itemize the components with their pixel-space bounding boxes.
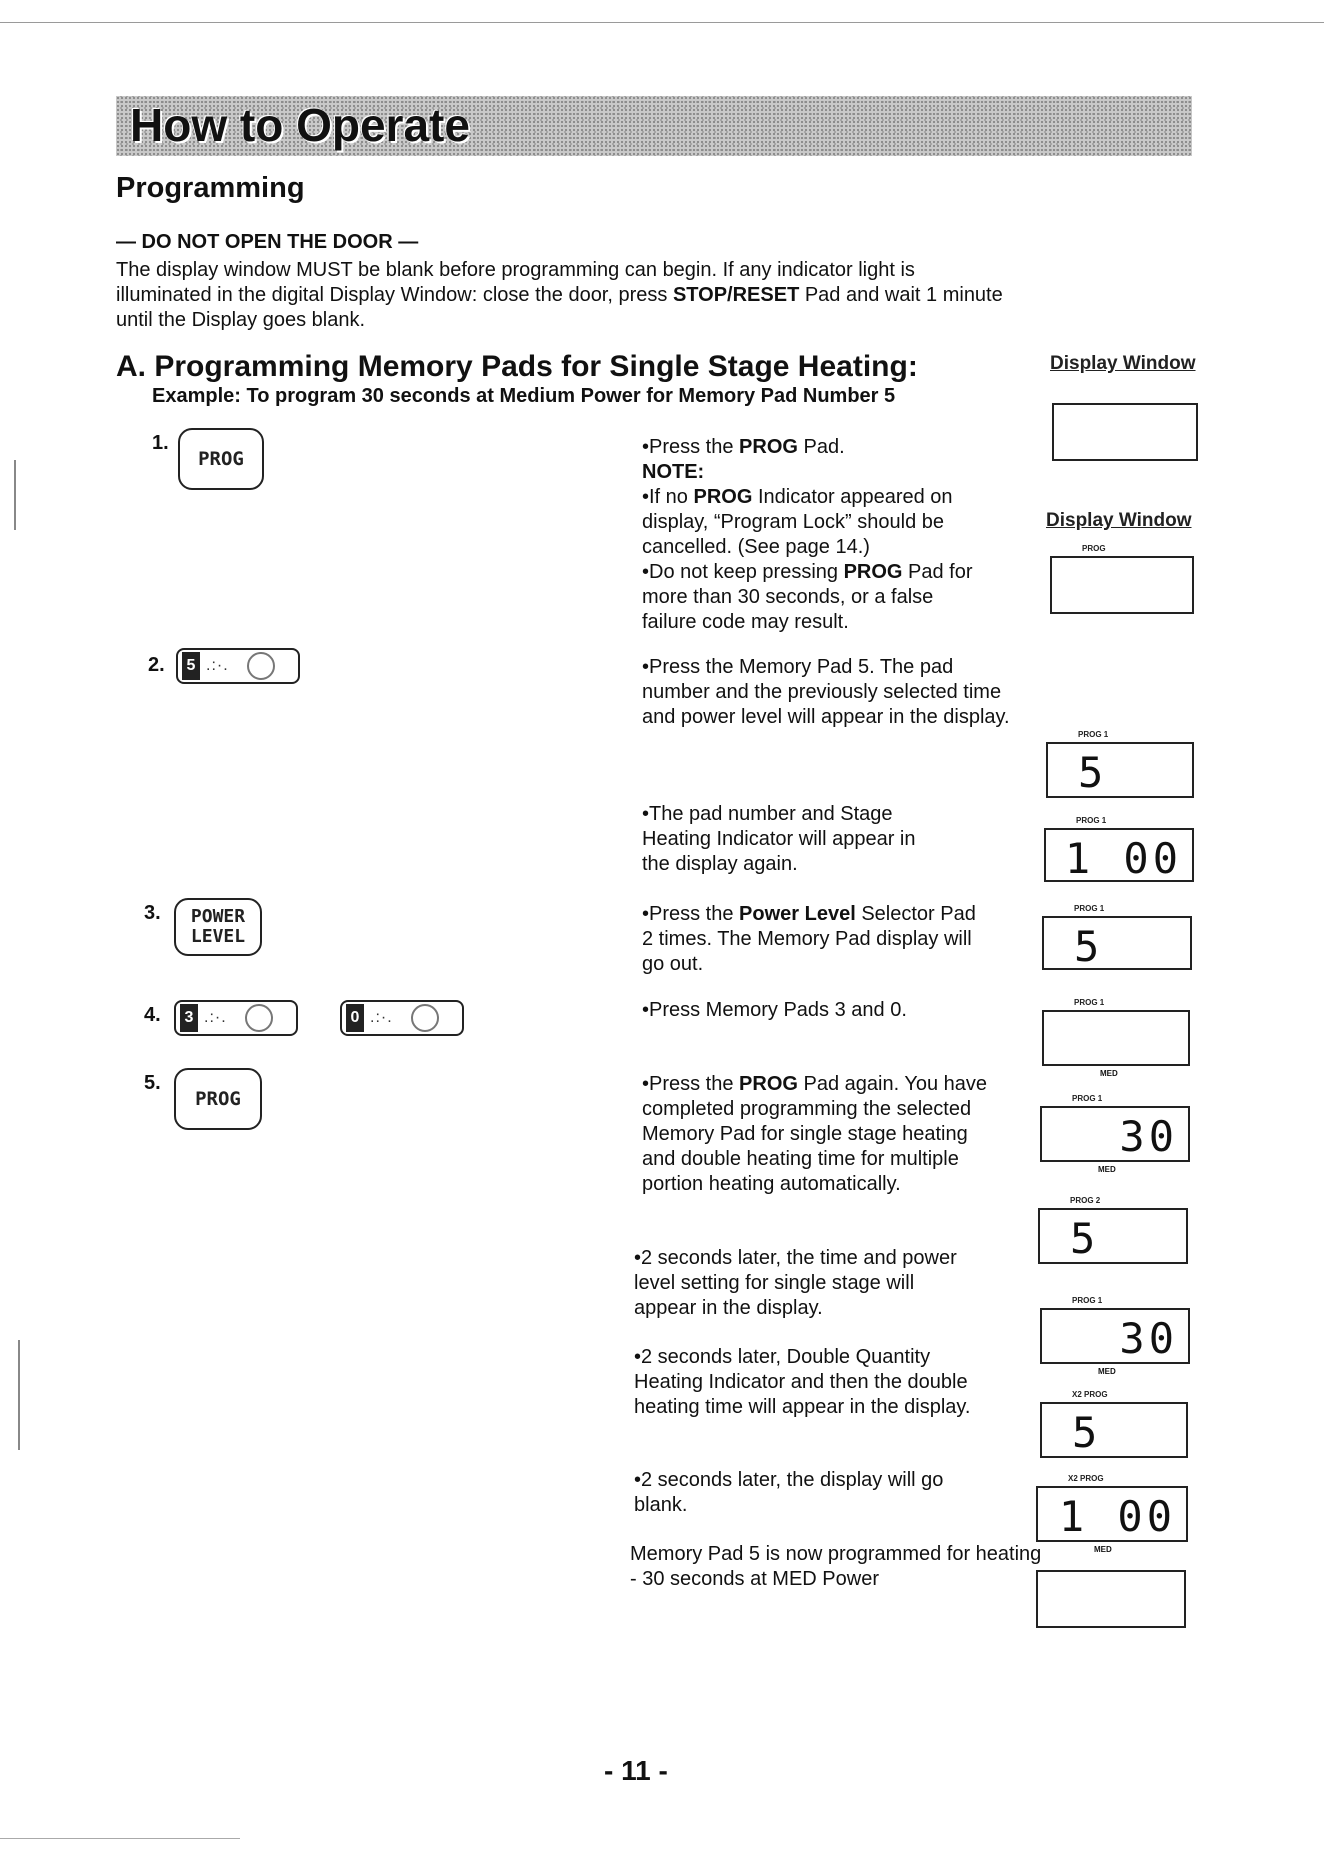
step-number: 4.: [144, 1004, 161, 1026]
display-window: [1036, 1570, 1186, 1628]
display-window: PROG 1 30 MED: [1040, 1308, 1190, 1364]
display-window-label: Display Window: [1050, 353, 1196, 374]
display-window: PROG 1 1 00: [1044, 828, 1194, 882]
dots-icon: .:·.: [370, 1009, 393, 1026]
display-window-label: Display Window: [1046, 510, 1192, 531]
step-number: 1.: [152, 432, 169, 454]
circle-icon: [247, 652, 275, 680]
instruction-step3: •Press the Power Level Selector Pad 2 times. The Memory Pad display will go out.: [642, 903, 976, 975]
scan-mark: [14, 460, 16, 530]
display-window: PROG: [1050, 556, 1194, 614]
instruction-step6: •2 seconds later, the time and power level setting for single stage will appear in the display.: [634, 1247, 957, 1319]
scan-mark: [18, 1340, 20, 1450]
memory-pad: [174, 1000, 298, 1036]
note-false-failure: •Do not keep pressing PROG Pad for more than 30 seconds, or a false failure code may result.: [642, 561, 973, 633]
subsection-heading: A. Programming Memory Pads for Single Stage Heating:: [116, 350, 918, 383]
memory-pad-number: 0: [346, 1004, 364, 1032]
display-window: PROG 1 30 MED: [1040, 1106, 1190, 1162]
door-warning: — DO NOT OPEN THE DOOR —: [116, 231, 419, 253]
display-window: PROG 2 5: [1038, 1208, 1188, 1264]
instruction-step7: •2 seconds later, Double Quantity Heating Indicator and then the double heating time will appear in the display.: [634, 1346, 971, 1418]
display-window: X2 PROG 5: [1040, 1402, 1188, 1458]
step-number: 3.: [144, 902, 161, 924]
display-window: PROG 1 5: [1042, 916, 1192, 970]
example-line: Example: To program 30 seconds at Medium Power for Memory Pad Number 5: [152, 385, 896, 407]
instruction-step8: •2 seconds later, the display will go blank.: [634, 1469, 944, 1516]
memory-pad-number: 5: [182, 652, 200, 680]
scan-mark: [0, 1838, 240, 1839]
instruction-step2: •Press the Memory Pad 5. The pad number and the previously selected time and power level will appear in the display.: [642, 656, 1010, 728]
memory-pad: [340, 1000, 464, 1036]
instruction-step5: •Press the PROG Pad again. You have completed programming the selected Memory Pad for single stage heating and double heating time for multiple portion heating automatically.: [642, 1073, 988, 1195]
prog-pad: PROG: [178, 428, 264, 490]
dots-icon: .:·.: [204, 1009, 227, 1026]
display-window: X2 PROG 1 00 MED: [1036, 1486, 1188, 1542]
display-window: PROG 1 MED: [1042, 1010, 1190, 1066]
prog-pad: PROG: [174, 1068, 262, 1130]
circle-icon: [245, 1004, 273, 1032]
power-level-pad: POWER LEVEL: [174, 898, 262, 956]
memory-pad: [176, 648, 300, 684]
instruction-step2b: •The pad number and Stage Heating Indicator will appear in the display again.: [642, 803, 916, 875]
note-label: NOTE:: [642, 461, 705, 483]
display-window: PROG 1 5: [1046, 742, 1194, 798]
memory-pad-number: 3: [180, 1004, 198, 1032]
step-number: 5.: [144, 1072, 161, 1094]
section-banner: [116, 96, 1192, 156]
instruction-step4: •Press Memory Pads 3 and 0.: [642, 999, 907, 1021]
top-rule: [0, 22, 1324, 23]
display-window: [1052, 403, 1198, 461]
banner-title: How to Operate: [130, 99, 470, 151]
circle-icon: [411, 1004, 439, 1032]
page-title: Programming: [116, 172, 305, 204]
final-summary: Memory Pad 5 is now programmed for heating - 30 seconds at MED Power: [630, 1543, 1042, 1590]
intro-paragraph: The display window MUST be blank before programming can begin. If any indicator light is illuminated in the digital Display Window: close the door, press STOP/RESET Pad and wait 1 minute until the Display goes blank.: [116, 259, 1003, 331]
dots-icon: .:·.: [206, 657, 229, 674]
step-number: 2.: [148, 654, 165, 676]
instruction-step1: •Press the PROG Pad.: [642, 436, 845, 458]
page-number: - 11 -: [604, 1755, 668, 1786]
note-program-lock: •If no PROG Indicator appeared on display, “Program Lock” should be cancelled. (See page 14.): [642, 486, 953, 558]
